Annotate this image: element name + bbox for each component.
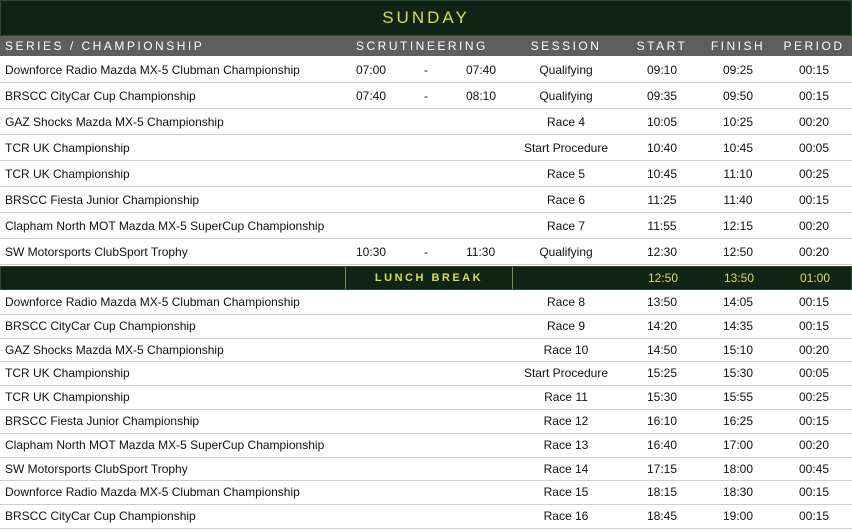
series-cell: Downforce Radio Mazda MX-5 Clubman Championship xyxy=(5,295,300,309)
header-period: PERIOD xyxy=(783,39,845,53)
period-cell: 00:05 xyxy=(798,141,830,155)
series-cell: Downforce Radio Mazda MX-5 Clubman Championship xyxy=(5,485,300,500)
finish-cell: 17:00 xyxy=(722,437,754,452)
finish-cell: 12:15 xyxy=(722,219,754,233)
header-finish: FINISH xyxy=(710,39,766,53)
table-row xyxy=(0,386,852,410)
period-cell: 00:15 xyxy=(798,63,830,77)
table-row xyxy=(0,135,852,161)
start-cell: 14:50 xyxy=(646,342,678,357)
session-cell: Race 8 xyxy=(546,295,586,309)
table-row xyxy=(0,213,852,239)
scrutineering-end-cell: 07:40 xyxy=(466,63,497,77)
period-cell: 00:20 xyxy=(798,342,830,357)
header-scrutineering: SCRUTINEERING xyxy=(356,39,488,53)
session-cell: Race 11 xyxy=(544,390,588,405)
session-cell: Race 5 xyxy=(546,167,586,181)
finish-cell: 10:45 xyxy=(722,141,754,155)
series-cell: GAZ Shocks Mazda MX-5 Championship xyxy=(5,115,224,129)
start-cell: 18:15 xyxy=(646,485,678,500)
table-row xyxy=(0,434,852,458)
session-cell: Race 7 xyxy=(546,219,586,233)
finish-cell: 11:10 xyxy=(723,167,753,181)
session-cell: Race 13 xyxy=(543,437,589,452)
period-cell: 00:15 xyxy=(798,318,830,333)
session-cell: Race 15 xyxy=(543,485,589,500)
series-cell: TCR UK Championship xyxy=(5,390,130,405)
lunch-start: 12:50 xyxy=(647,271,679,285)
period-cell: 00:15 xyxy=(798,89,830,103)
table-row xyxy=(0,339,852,363)
series-cell: TCR UK Championship xyxy=(5,366,130,381)
start-cell: 13:50 xyxy=(646,295,678,309)
session-cell: Race 4 xyxy=(546,115,586,129)
start-cell: 16:10 xyxy=(646,414,678,428)
period-cell: 00:15 xyxy=(798,485,830,500)
finish-cell: 14:35 xyxy=(722,318,754,333)
series-cell: SW Motorsports ClubSport Trophy xyxy=(5,245,188,259)
table-row xyxy=(0,57,852,83)
period-cell: 00:20 xyxy=(798,219,830,233)
finish-cell: 12:50 xyxy=(722,245,754,259)
lunch-break-label: LUNCH BREAK xyxy=(345,267,513,289)
session-cell: Race 10 xyxy=(543,342,589,357)
table-header xyxy=(0,36,852,56)
table-row xyxy=(0,505,852,529)
table-row xyxy=(0,239,852,265)
series-cell: BRSCC CityCar Cup Championship xyxy=(5,89,196,103)
scrutineering-start-cell: 07:00 xyxy=(356,63,387,77)
finish-cell: 15:10 xyxy=(722,342,754,357)
scrutineering-end-cell: 08:10 xyxy=(466,89,497,103)
table-row xyxy=(0,161,852,187)
lunch-period: 01:00 xyxy=(799,271,831,285)
start-cell: 18:45 xyxy=(646,509,678,524)
start-cell: 12:30 xyxy=(646,245,678,259)
start-cell: 11:25 xyxy=(647,193,677,207)
start-cell: 09:10 xyxy=(646,63,678,77)
start-cell: 14:20 xyxy=(646,318,678,333)
session-cell: Qualifying xyxy=(539,63,593,77)
table-row xyxy=(0,458,852,482)
finish-cell: 10:25 xyxy=(722,115,754,129)
series-cell: Clapham North MOT Mazda MX-5 SuperCup Championship xyxy=(5,219,325,233)
series-cell: TCR UK Championship xyxy=(5,167,130,181)
header-session: SESSION xyxy=(530,39,602,53)
lunch-finish: 13:50 xyxy=(723,271,755,285)
period-cell: 00:45 xyxy=(798,461,830,476)
finish-cell: 09:50 xyxy=(722,89,754,103)
start-cell: 17:15 xyxy=(646,461,678,476)
scrutineering-start-cell: 10:30 xyxy=(356,245,387,259)
day-title: SUNDAY xyxy=(0,0,852,36)
scrutineering-start-cell: 07:40 xyxy=(356,89,387,103)
start-cell: 16:40 xyxy=(646,437,678,452)
period-cell: 00:15 xyxy=(798,295,830,309)
start-cell: 09:35 xyxy=(646,89,678,103)
period-cell: 00:25 xyxy=(798,390,830,405)
start-cell: 10:05 xyxy=(646,115,678,129)
series-cell: BRSCC Fiesta Junior Championship xyxy=(5,193,200,207)
table-row xyxy=(0,83,852,109)
start-cell: 10:45 xyxy=(646,167,678,181)
table-row xyxy=(0,291,852,315)
table-row xyxy=(0,410,852,434)
session-cell: Race 12 xyxy=(543,414,589,428)
start-cell: 10:40 xyxy=(646,141,678,155)
finish-cell: 15:30 xyxy=(722,366,754,381)
scrutineering-end-cell: 11:30 xyxy=(466,245,496,259)
lunch-break-row xyxy=(0,266,852,290)
session-cell: Race 9 xyxy=(546,318,586,333)
period-cell: 00:20 xyxy=(798,245,830,259)
series-cell: GAZ Shocks Mazda MX-5 Championship xyxy=(5,342,224,357)
session-cell: Start Procedure xyxy=(523,366,609,381)
session-cell: Qualifying xyxy=(539,245,593,259)
finish-cell: 16:25 xyxy=(722,414,754,428)
session-cell: Race 14 xyxy=(543,461,589,476)
series-cell: BRSCC Fiesta Junior Championship xyxy=(5,414,200,428)
session-cell: Qualifying xyxy=(539,89,593,103)
scrutineering-dash: - xyxy=(424,63,428,77)
table-row xyxy=(0,109,852,135)
table-row xyxy=(0,187,852,213)
session-cell: Race 6 xyxy=(546,193,586,207)
start-cell: 15:25 xyxy=(646,366,678,381)
header-series: SERIES / CHAMPIONSHIP xyxy=(5,39,205,53)
finish-cell: 11:40 xyxy=(723,193,753,207)
finish-cell: 19:00 xyxy=(722,509,754,524)
period-cell: 00:15 xyxy=(798,414,830,428)
period-cell: 00:20 xyxy=(798,115,830,129)
scrutineering-dash: - xyxy=(424,245,428,259)
period-cell: 00:15 xyxy=(798,509,830,524)
series-cell: BRSCC CityCar Cup Championship xyxy=(5,318,196,333)
table-row xyxy=(0,315,852,339)
table-row xyxy=(0,362,852,386)
scrutineering-dash: - xyxy=(424,89,428,103)
finish-cell: 09:25 xyxy=(722,63,754,77)
start-cell: 15:30 xyxy=(646,390,678,405)
series-cell: SW Motorsports ClubSport Trophy xyxy=(5,461,188,476)
series-cell: Downforce Radio Mazda MX-5 Clubman Championship xyxy=(5,63,300,77)
series-cell: Clapham North MOT Mazda MX-5 SuperCup Championship xyxy=(5,437,325,452)
table-row xyxy=(0,481,852,505)
period-cell: 00:15 xyxy=(798,193,830,207)
finish-cell: 14:05 xyxy=(722,295,754,309)
start-cell: 11:55 xyxy=(647,219,677,233)
session-cell: Race 16 xyxy=(543,509,589,524)
period-cell: 00:25 xyxy=(798,167,830,181)
series-cell: BRSCC CityCar Cup Championship xyxy=(5,509,196,524)
series-cell: TCR UK Championship xyxy=(5,141,130,155)
period-cell: 00:05 xyxy=(798,366,830,381)
session-cell: Start Procedure xyxy=(523,141,609,155)
finish-cell: 18:00 xyxy=(722,461,754,476)
period-cell: 00:20 xyxy=(798,437,830,452)
finish-cell: 15:55 xyxy=(722,390,754,405)
finish-cell: 18:30 xyxy=(722,485,754,500)
header-start: START xyxy=(636,39,688,53)
